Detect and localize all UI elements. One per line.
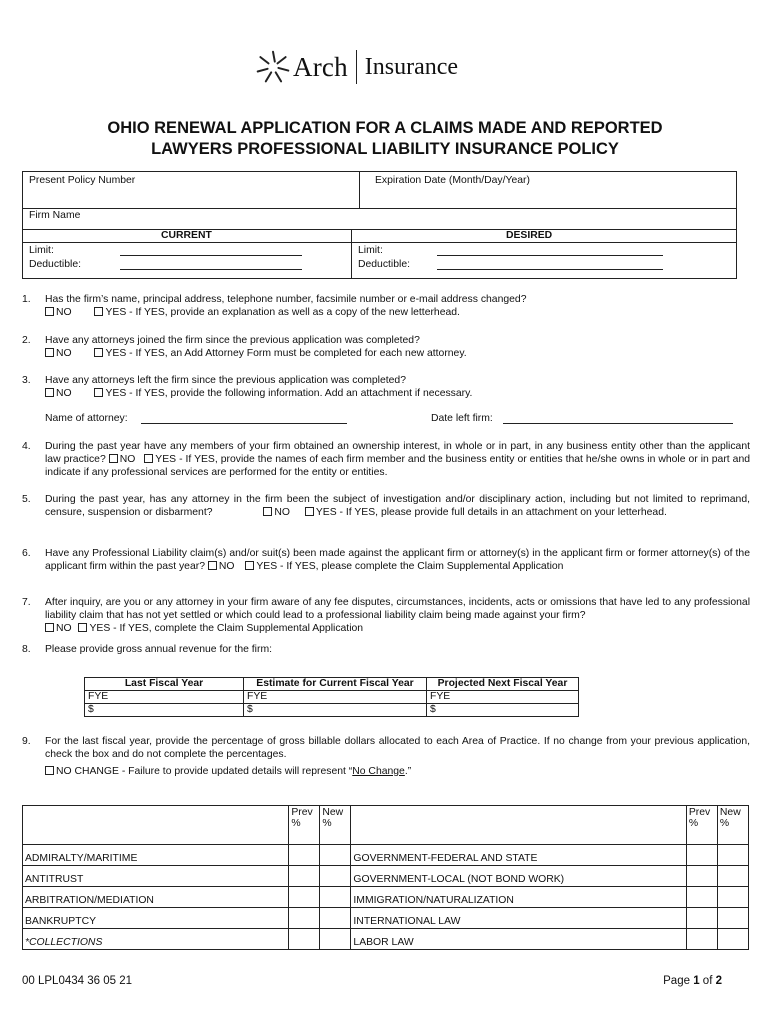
no-label: NO — [274, 507, 290, 518]
desired-deductible-label: Deductible: — [358, 259, 410, 270]
question-number: 8. — [22, 644, 31, 655]
no-label: NO — [56, 348, 72, 359]
prev-pct-field[interactable] — [289, 887, 320, 908]
attorney-name-label: Name of attorney: — [45, 413, 128, 424]
practice-area: GOVERNMENT-LOCAL (NOT BOND WORK) — [351, 866, 686, 887]
no-change-end: .” — [404, 766, 412, 777]
no-change-label: NO CHANGE - Failure to provide updated details will represent “ — [56, 766, 353, 777]
q6-no-checkbox[interactable] — [208, 561, 217, 570]
yes-label: YES - If YES, provide the following information. Add an attachment if necessary. — [105, 388, 473, 399]
revenue-header-current: Estimate for Current Fiscal Year — [244, 678, 427, 691]
q7-yes-checkbox[interactable] — [78, 623, 87, 632]
question-number: 5. — [22, 494, 31, 505]
q5-no-checkbox[interactable] — [263, 507, 272, 516]
page-prefix: Page — [663, 975, 694, 987]
practice-areas-table — [22, 805, 749, 950]
current-deductible-field[interactable] — [120, 260, 302, 270]
practice-area: BANKRUPTCY — [23, 908, 289, 929]
practice-area: GOVERNMENT-FEDERAL AND STATE — [351, 845, 686, 866]
prev-pct-field[interactable] — [686, 845, 717, 866]
yes-label: YES - If YES, complete the Claim Supplemental Application — [89, 623, 364, 634]
new-pct-field[interactable] — [717, 845, 748, 866]
yes-text: YES - If YES, please provide full details in an attachment on your letterhead. — [315, 507, 667, 518]
table-row — [23, 908, 749, 929]
no-label: NO — [56, 388, 72, 399]
table-row — [85, 678, 579, 691]
question-text: Has the firm’s name, principal address, telephone number, facsimile number or e-mail address changed? — [45, 294, 527, 305]
q1-yes-checkbox[interactable] — [94, 307, 103, 316]
table-row — [23, 929, 749, 950]
q7-no-checkbox[interactable] — [45, 623, 54, 632]
divider — [23, 208, 736, 209]
practice-area: *COLLECTIONS — [23, 929, 289, 950]
revenue-header-next: Projected Next Fiscal Year — [427, 678, 579, 691]
practice-area: ARBITRATION/MEDIATION — [23, 887, 289, 908]
q4-no-checkbox[interactable] — [109, 454, 118, 463]
prev-pct-field[interactable] — [289, 929, 320, 950]
question-3 — [22, 374, 750, 400]
no-label: NO — [56, 307, 72, 318]
new-pct-field[interactable] — [320, 845, 351, 866]
page-of: of — [699, 975, 716, 987]
q3-no-checkbox[interactable] — [45, 388, 54, 397]
practice-area: INTERNATIONAL LAW — [351, 908, 686, 929]
table-row — [85, 704, 579, 717]
revenue-next-field[interactable]: $ — [427, 704, 579, 717]
new-header-left: New % — [320, 806, 351, 845]
desired-limit-label: Limit: — [358, 245, 383, 256]
arch-star-icon — [255, 49, 291, 85]
question-text: Have any attorneys left the firm since the previous application was completed? — [45, 375, 406, 386]
date-left-field[interactable] — [503, 414, 733, 424]
practice-area: ADMIRALTY/MARITIME — [23, 845, 289, 866]
arch-logo — [255, 48, 458, 86]
question-8 — [22, 643, 750, 656]
question-number: 3. — [22, 375, 31, 386]
new-pct-field[interactable] — [717, 908, 748, 929]
current-label: CURRENT — [161, 230, 212, 241]
table-row — [23, 866, 749, 887]
revenue-current-field[interactable]: $ — [244, 704, 427, 717]
yes-text: YES - If YES, provide the names of each firm member and the business entity or entities that he/she owns in whole or in part and indicate if any professional services are performed for the entity or entities. — [45, 454, 751, 478]
expiration-label: Expiration Date (Month/Day/Year) — [375, 175, 530, 186]
divider — [351, 229, 352, 279]
q1-no-checkbox[interactable] — [45, 307, 54, 316]
table-row — [23, 845, 749, 866]
q4-yes-checkbox[interactable] — [144, 454, 153, 463]
practice-area: ANTITRUST — [23, 866, 289, 887]
divider — [23, 229, 736, 230]
new-pct-field[interactable] — [717, 887, 748, 908]
question-number: 7. — [22, 597, 31, 608]
prev-pct-field[interactable] — [686, 887, 717, 908]
table-row — [85, 691, 579, 704]
question-text: Have any Professional Liability claim(s) and/or suit(s) been made against the applicant firm or attorney(s) in the applicant firm or former attorney(s) of the applicant firm within the past year? — [45, 548, 750, 572]
revenue-table — [84, 677, 579, 717]
fye-current-field[interactable]: FYE — [244, 691, 427, 704]
no-label: NO — [119, 454, 136, 465]
prev-pct-field[interactable] — [686, 866, 717, 887]
area-header-right — [351, 806, 686, 845]
policy-info-box — [22, 171, 737, 279]
desired-label: DESIRED — [506, 230, 553, 241]
question-text: During the past year have any members of your firm obtained an ownership interest, in whole or in part, in any business entity other than the applicant law practice? — [45, 441, 750, 465]
question-5 — [22, 493, 750, 519]
question-text: Please provide gross annual revenue for the firm: — [45, 644, 272, 655]
attorney-name-field[interactable] — [141, 414, 347, 424]
q3-yes-checkbox[interactable] — [94, 388, 103, 397]
question-text: For the last fiscal year, provide the percentage of gross billable dollars allocated to each Area of Practice. If no change from your previous application, check the box and do not complete the percentages. — [45, 736, 750, 760]
prev-pct-field[interactable] — [289, 845, 320, 866]
fye-last-field[interactable]: FYE — [85, 691, 244, 704]
question-9 — [22, 735, 750, 778]
yes-label: YES - If YES, provide an explanation as well as a copy of the new letterhead. — [105, 307, 460, 318]
no-label: NO — [218, 561, 235, 572]
question-number: 1. — [22, 294, 31, 305]
question-2 — [22, 334, 750, 360]
question-7 — [22, 596, 750, 635]
yes-label: YES - If YES, an Add Attorney Form must be completed for each new attorney. — [105, 348, 467, 359]
prev-pct-field[interactable] — [289, 908, 320, 929]
revenue-header-last: Last Fiscal Year — [85, 678, 244, 691]
yes-text: YES - If YES, please complete the Claim Supplemental Application — [256, 561, 564, 572]
area-header-left — [23, 806, 289, 845]
new-header-right: New % — [717, 806, 748, 845]
brand-name: Arch — [293, 51, 348, 82]
question-text: Have any attorneys joined the firm since the previous application was completed? — [45, 335, 420, 346]
question-number: 6. — [22, 548, 31, 559]
firm-name-label: Firm Name — [29, 210, 81, 221]
q2-yes-checkbox[interactable] — [94, 348, 103, 357]
prev-header-right: Prev % — [686, 806, 717, 845]
new-pct-field[interactable] — [717, 929, 748, 950]
date-left-label: Date left firm: — [431, 413, 493, 424]
page-title-line1: OHIO RENEWAL APPLICATION FOR A CLAIMS MADE AND REPORTED — [107, 119, 663, 137]
form-code: 00 LPL0434 36 05 21 — [22, 975, 132, 987]
fye-next-field[interactable]: FYE — [427, 691, 579, 704]
logo-divider — [356, 50, 357, 84]
no-label: NO — [56, 623, 72, 634]
q2-no-checkbox[interactable] — [45, 348, 54, 357]
question-number: 4. — [22, 441, 31, 452]
new-pct-field[interactable] — [320, 929, 351, 950]
present-policy-label: Present Policy Number — [29, 175, 136, 186]
divider — [359, 172, 360, 208]
q6-yes-checkbox[interactable] — [245, 561, 254, 570]
new-pct-field[interactable] — [717, 866, 748, 887]
question-1 — [22, 293, 750, 319]
page-number — [663, 975, 722, 987]
no-change-checkbox[interactable] — [45, 766, 54, 775]
desired-deductible-field[interactable] — [437, 260, 663, 270]
table-row — [23, 806, 749, 845]
practice-area: IMMIGRATION/NATURALIZATION — [351, 887, 686, 908]
page-current: 1 — [693, 975, 700, 987]
page-title-line2: LAWYERS PROFESSIONAL LIABILITY INSURANCE POLICY — [151, 140, 619, 158]
prev-header-left: Prev % — [289, 806, 320, 845]
current-limit-label: Limit: — [29, 245, 54, 256]
question-6 — [22, 547, 750, 573]
new-pct-field[interactable] — [320, 887, 351, 908]
desired-limit-field[interactable] — [437, 246, 663, 256]
question-4 — [22, 440, 750, 479]
prev-pct-field[interactable] — [686, 908, 717, 929]
brand-suffix: Insurance — [364, 53, 459, 80]
table-row — [23, 887, 749, 908]
divider — [23, 242, 736, 243]
no-change-underline: No Change — [352, 766, 405, 777]
current-limit-field[interactable] — [120, 246, 302, 256]
q5-yes-checkbox[interactable] — [305, 507, 314, 516]
prev-pct-field[interactable] — [686, 929, 717, 950]
current-deductible-label: Deductible: — [29, 259, 81, 270]
question-number: 9. — [22, 736, 31, 747]
practice-area: LABOR LAW — [351, 929, 686, 950]
question-text: During the past year, has any attorney in the firm been the subject of investigation and/or disciplinary action, including but not limited to reprimand, censure, suspension or disbarment? — [45, 494, 750, 518]
revenue-last-field[interactable]: $ — [85, 704, 244, 717]
question-number: 2. — [22, 335, 31, 346]
prev-pct-field[interactable] — [289, 866, 320, 887]
page-total: 2 — [715, 975, 722, 987]
new-pct-field[interactable] — [320, 866, 351, 887]
question-text: After inquiry, are you or any attorney in your firm aware of any fee disputes, circumstances, incidents, acts or omissions that have led to any professional liability claim that has not yet settled or which could lead to a professional liability claim being made against your firm? — [45, 597, 750, 621]
new-pct-field[interactable] — [320, 908, 351, 929]
